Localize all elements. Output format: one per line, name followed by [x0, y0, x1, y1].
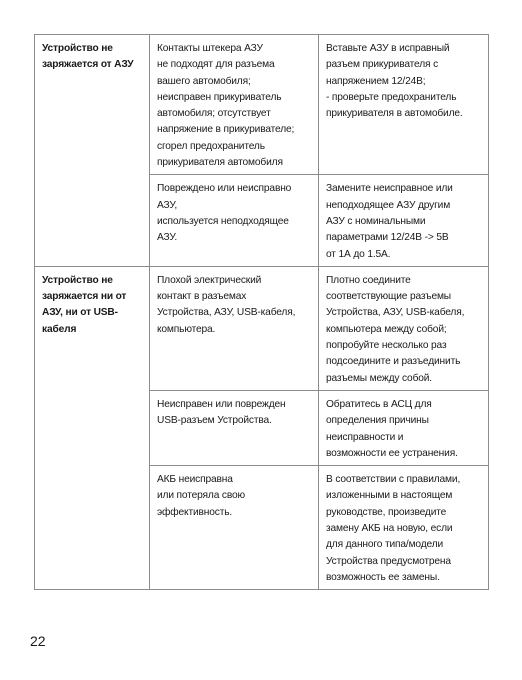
symptom-cell: Устройство не заряжается от АЗУ: [35, 35, 150, 267]
cause-cell: АКБ неисправна или потеряла свою эффективность.: [150, 466, 319, 590]
solution-cell: В соответствии с правилами, изложенными в настоящем руководстве, произведите замену АКБ на новую, если для данного типа/модели Устройства предусмотрена возможность ее замены.: [319, 466, 489, 590]
solution-cell: Плотно соедините соответствующие разъемы Устройства, АЗУ, USB-кабеля, компьютера между собой; попробуйте несколько раз подсоедините и разъединить разъемы между собой.: [319, 266, 489, 390]
solution-cell: Вставьте АЗУ в исправный разъем прикуривателя с напряжением 12/24В; - проверьте предохранитель прикуривателя в автомобиле.: [319, 35, 489, 175]
cause-cell: Контакты штекера АЗУ не подходят для разъема вашего автомобиля; неисправен прикуриватель автомобиля; отсутствует напряжение в прикуривателе; сгорел предохранитель прикуривателя автомобиля: [150, 35, 319, 175]
table-row: [35, 35, 489, 175]
cause-cell: Повреждено или неисправно АЗУ, используется неподходящее АЗУ.: [150, 175, 319, 266]
solution-cell: Обратитесь в АСЦ для определения причины неисправности и возможности ее устранения.: [319, 390, 489, 465]
cause-cell: Плохой электрический контакт в разъемах Устройства, АЗУ, USB-кабеля, компьютера.: [150, 266, 319, 390]
table-row: [35, 266, 489, 390]
solution-cell: Замените неисправное или неподходящее АЗУ другим АЗУ с номинальными параметрами 12/24В -> 5В от 1А до 1.5А.: [319, 175, 489, 266]
cause-cell: Неисправен или поврежден USB-разъем Устройства.: [150, 390, 319, 465]
troubleshooting-table: [34, 34, 489, 590]
page-number: 22: [30, 633, 46, 649]
symptom-cell: Устройство не заряжается ни от АЗУ, ни от USB- кабеля: [35, 266, 150, 589]
